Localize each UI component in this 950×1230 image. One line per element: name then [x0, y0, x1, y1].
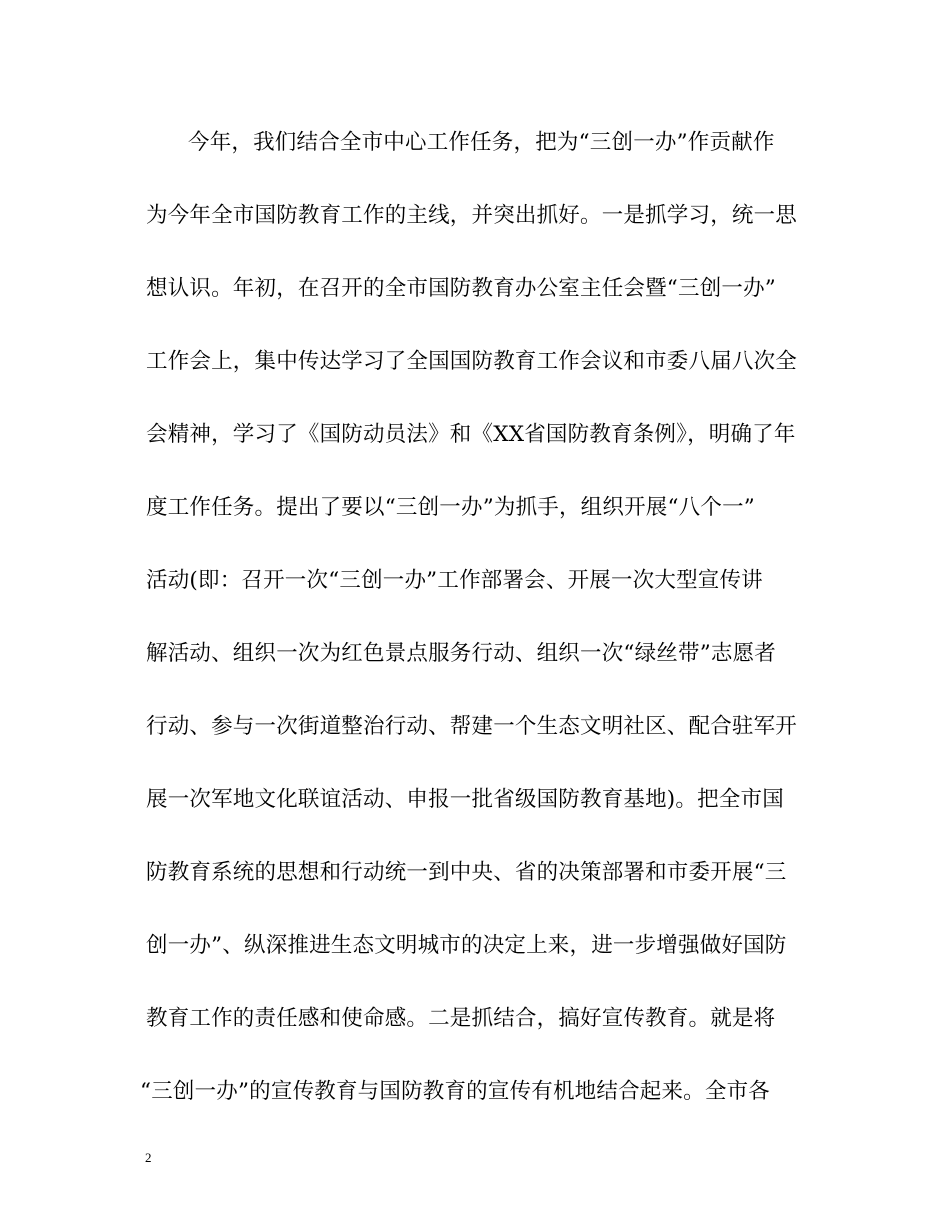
paragraph-line-14: “三创一办”的宣传教育与国防教育的宣传有机地结合起来。全市各 [140, 1079, 770, 1104]
paragraph-line-6: 度工作任务。提出了要以“三创一办”为抓手，组织开展“八个一” [146, 495, 755, 520]
paragraph-line-11: 防教育系统的思想和行动统一到中央、省的决策部署和市委开展“三 [146, 860, 787, 885]
paragraph-line-4: 工作会上，集中传达学习了全国国防教育工作会议和市委八届八次全 [146, 349, 798, 374]
page-number: 2 [145, 1150, 152, 1165]
paragraph-line-10: 展一次军地文化联谊活动、申报一批省级国防教育基地)。把全市国 [146, 787, 784, 812]
paragraph-line-2: 为今年全市国防教育工作的主线，并突出抓好。一是抓学习，统一思 [146, 203, 798, 228]
paragraph-line-7: 活动(即：召开一次“三创一办”工作部署会、开展一次大型宣传讲 [146, 568, 763, 593]
paragraph-line-13: 教育工作的责任感和使命感。二是抓结合，搞好宣传教育。就是将 [146, 1006, 776, 1031]
paragraph-line-8: 解活动、组织一次为红色景点服务行动、组织一次“绿丝带”志愿者 [146, 641, 776, 666]
paragraph-line-3: 想认识。年初，在召开的全市国防教育办公室主任会暨“三创一办” [146, 276, 776, 301]
paragraph-line-1: 今年，我们结合全市中心工作任务，把为“三创一办”作贡献作 [188, 130, 775, 155]
paragraph-line-12: 创一办”、纵深推进生态文明城市的决定上来，进一步增强做好国防 [146, 933, 787, 958]
paragraph-line-5: 会精神，学习了《国防动员法》和《XX省国防教育条例》，明确了年 [146, 422, 796, 447]
paragraph-line-9: 行动、参与一次街道整治行动、帮建一个生态文明社区、配合驻军开 [146, 714, 798, 739]
